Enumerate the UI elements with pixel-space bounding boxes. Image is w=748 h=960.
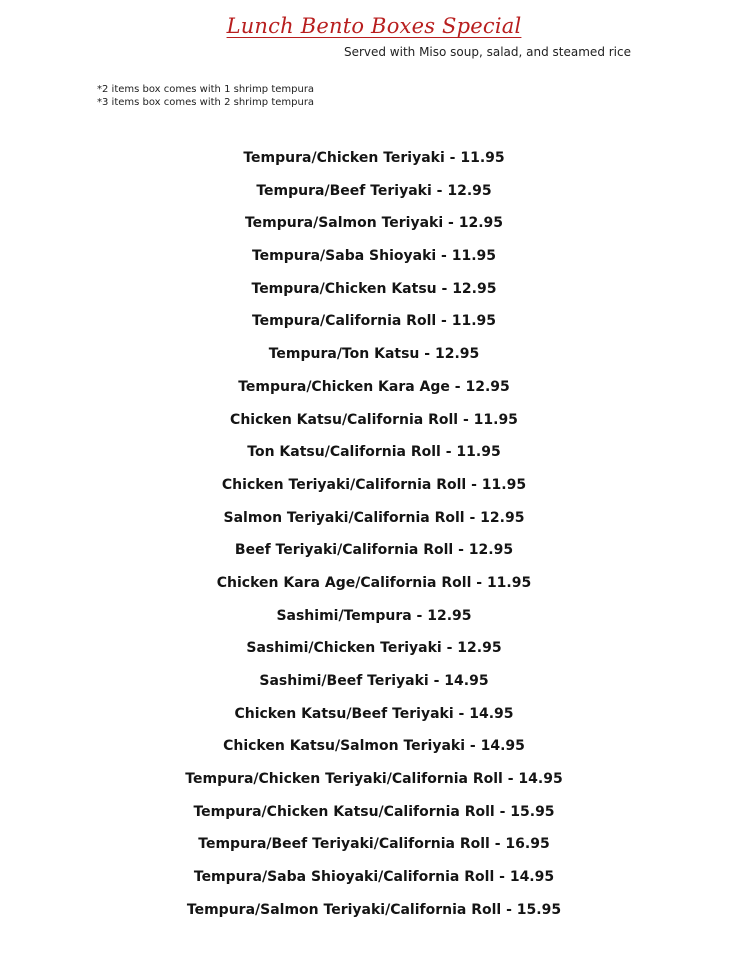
menu-item-price: 11.95 xyxy=(460,150,505,166)
menu-item-name: Sashimi/Chicken Teriyaki xyxy=(246,640,442,657)
menu-item-name: Tempura/Saba Shioyaki/California Roll xyxy=(193,869,495,886)
menu-item: Tempura/California Roll - 11.95 xyxy=(251,313,497,330)
menu-item-name: Tempura/Chicken Katsu xyxy=(251,280,437,297)
menu-item-price: 11.95 xyxy=(451,313,497,330)
menu-item-price: 14.95 xyxy=(518,771,563,788)
menu-item: Sashimi/Chicken Teriyaki - 12.95 xyxy=(246,640,502,657)
menu-item: Tempura/Chicken Teriyaki/California Roll - 14.95 xyxy=(185,771,563,788)
menu-item: Chicken Teriyaki/California Roll - 11.95 xyxy=(221,476,527,493)
menu-item-price: 12.95 xyxy=(452,280,497,297)
menu-item-price: 12.95 xyxy=(457,640,502,657)
menu-item-price: 14.95 xyxy=(469,705,514,722)
menu-item-name: Ton Katsu/California Roll xyxy=(247,444,441,461)
menu-item-name: Tempura/Chicken Teriyaki xyxy=(243,150,445,166)
menu-item-name: Sashimi/Tempura xyxy=(276,607,412,624)
menu-item: Tempura/Saba Shioyaki/California Roll - 14.95 xyxy=(193,869,555,886)
menu-item: Tempura/Beef Teriyaki - 12.95 xyxy=(256,182,492,199)
menu-item: Sashimi/Tempura - 12.95 xyxy=(276,607,472,624)
menu-item: Beef Teriyaki/California Roll - 12.95 xyxy=(234,542,514,559)
menu-item-price: 11.95 xyxy=(486,574,532,591)
menu-item: Salmon Teriyaki/California Roll - 12.95 xyxy=(223,509,525,526)
menu-item: Tempura/Chicken Katsu/California Roll - 15.95 xyxy=(193,803,555,820)
menu-item: Sashimi/Beef Teriyaki - 14.95 xyxy=(259,673,489,689)
menu-item-name: Chicken Teriyaki/California Roll xyxy=(221,476,467,493)
menu-item-price: 12.95 xyxy=(458,215,504,232)
menu-item-name: Tempura/Beef Teriyaki xyxy=(256,182,432,199)
menu-item-price: 16.95 xyxy=(505,836,550,853)
menu-item: Chicken Kara Age/California Roll - 11.95 xyxy=(216,574,532,591)
menu-item-price: 12.95 xyxy=(468,542,514,559)
menu-item-price: 14.95 xyxy=(444,673,489,689)
menu-item: Tempura/Chicken Katsu - 12.95 xyxy=(251,280,497,297)
menu-item-name: Tempura/Chicken Teriyaki/California Roll xyxy=(185,771,503,788)
menu-item: Ton Katsu/California Roll - 11.95 xyxy=(247,444,501,461)
menu-item-name: Tempura/California Roll xyxy=(251,313,437,330)
menu-item-name: Chicken Katsu/Beef Teriyaki xyxy=(234,705,454,722)
menu-item-name: Tempura/Chicken Kara Age xyxy=(238,378,450,395)
menu-item-name: Tempura/Salmon Teriyaki/California Roll xyxy=(186,901,502,918)
menu-item-price: 12.95 xyxy=(427,607,472,624)
note-three-items: *3 items box comes with 2 shrimp tempura xyxy=(97,97,315,108)
menu-item-name: Tempura/Beef Teriyaki/California Roll xyxy=(198,836,490,853)
menu-item-price: 15.95 xyxy=(510,803,555,820)
menu-item: Tempura/Ton Katsu - 12.95 xyxy=(268,346,480,363)
menu-item-name: Tempura/Ton Katsu xyxy=(268,346,420,363)
menu-item: Chicken Katsu/Salmon Teriyaki - 14.95 xyxy=(223,738,525,755)
menu-item-name: Tempura/Chicken Katsu/California Roll xyxy=(193,803,495,820)
menu-item-name: Tempura/Salmon Teriyaki xyxy=(244,215,444,232)
menu-item-name: Tempura/Saba Shioyaki xyxy=(251,248,437,265)
menu-item-name: Chicken Katsu/Salmon Teriyaki xyxy=(223,738,466,755)
menu-item: Tempura/Chicken Kara Age - 12.95 xyxy=(238,378,510,395)
menu-item: Tempura/Beef Teriyaki/California Roll - 16.95 xyxy=(198,836,550,853)
menu-item-price: 15.95 xyxy=(516,901,562,918)
menu-item-price: 14.95 xyxy=(480,738,525,755)
menu-item-price: 12.95 xyxy=(465,378,510,395)
menu-item-name: Sashimi/Beef Teriyaki xyxy=(259,673,429,689)
menu-item: Tempura/Saba Shioyaki - 11.95 xyxy=(251,248,497,265)
menu-item-price: 12.95 xyxy=(480,509,525,526)
menu-item-price: 11.95 xyxy=(451,248,497,265)
note-two-items: *2 items box comes with 1 shrimp tempura xyxy=(97,84,315,95)
menu-list xyxy=(0,146,748,931)
menu-item-name: Salmon Teriyaki/California Roll xyxy=(223,509,465,526)
menu-item: Chicken Katsu/California Roll - 11.95 xyxy=(230,411,518,428)
menu-item: Tempura/Chicken Teriyaki - 11.95 xyxy=(243,150,505,166)
menu-item-price: 11.95 xyxy=(473,411,518,428)
page-subtitle: Served with Miso soup, salad, and steamed rice xyxy=(343,45,631,59)
menu-item-name: Beef Teriyaki/California Roll xyxy=(234,542,454,559)
menu-item: Tempura/Salmon Teriyaki/California Roll - 15.95 xyxy=(186,901,562,918)
menu-item-price: 14.95 xyxy=(509,869,555,886)
menu-item-price: 12.95 xyxy=(447,182,492,199)
notes xyxy=(97,83,314,109)
menu-item: Chicken Katsu/Beef Teriyaki - 14.95 xyxy=(234,705,514,722)
page-title: Lunch Bento Boxes Special xyxy=(226,14,522,38)
menu-item-price: 12.95 xyxy=(434,346,480,363)
menu-item-price: 11.95 xyxy=(481,476,527,493)
menu-item-name: Chicken Kara Age/California Roll xyxy=(216,574,472,591)
menu-item-price: 11.95 xyxy=(456,444,501,461)
menu-item: Tempura/Salmon Teriyaki - 12.95 xyxy=(244,215,504,232)
menu-item-name: Chicken Katsu/California Roll xyxy=(230,411,459,428)
